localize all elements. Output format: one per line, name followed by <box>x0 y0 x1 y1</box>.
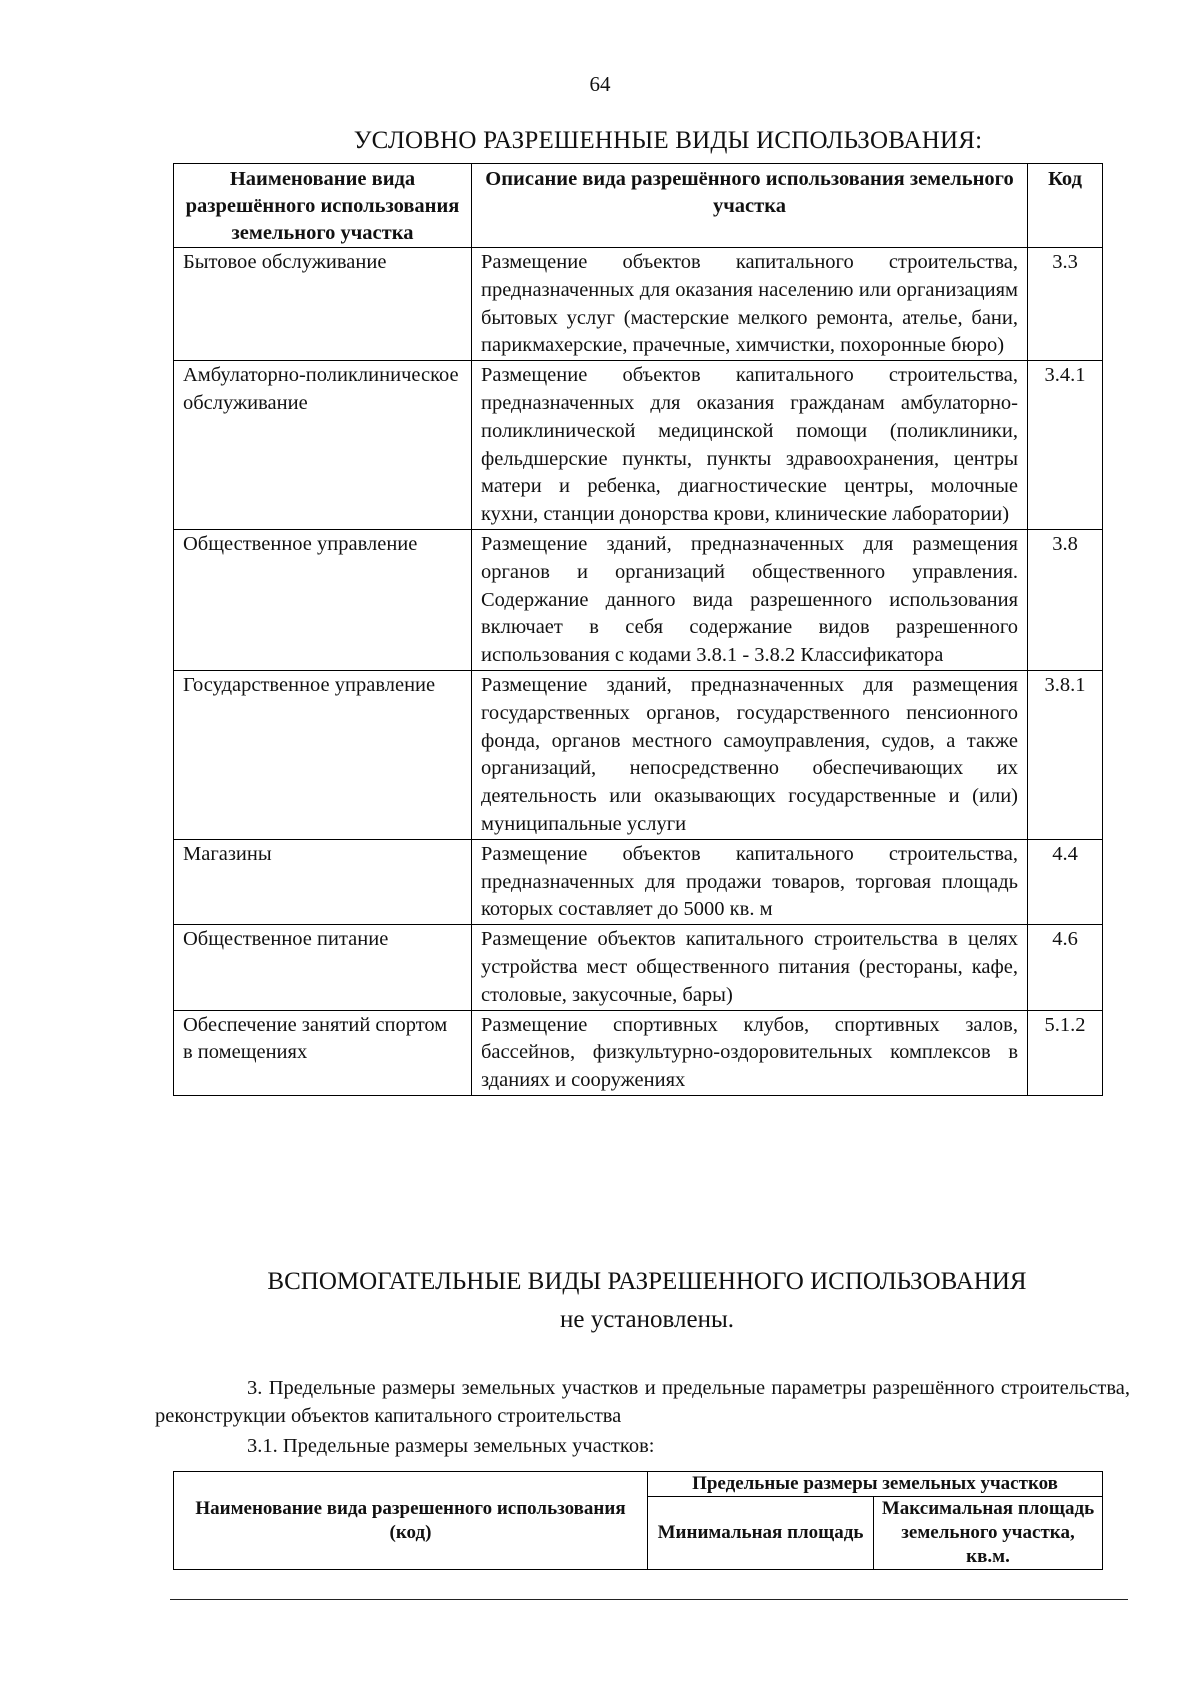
table-row <box>174 925 1103 1010</box>
sizes-header-name: Наименование вида разрешенного использования (код) <box>174 1472 648 1570</box>
header-description: Описание вида разрешённого использования земельного участка <box>472 164 1028 248</box>
table-row <box>174 670 1103 839</box>
conditional-uses-title: УСЛОВНО РАЗРЕШЕННЫЕ ВИДЫ ИСПОЛЬЗОВАНИЯ: <box>353 127 983 154</box>
bottom-divider <box>170 1599 1128 1600</box>
row-code: 4.6 <box>1028 925 1103 1010</box>
row-name: Общественное управление <box>174 529 472 670</box>
table-row <box>174 248 1103 361</box>
row-description: Размещение объектов капитального строительства в целях устройства мест общественного питания (рестораны, кафе, столовые, закусочные, бары) <box>472 925 1028 1010</box>
header-name: Наименование вида разрешённого использования земельного участка <box>174 164 472 248</box>
table-header-row <box>174 1472 1103 1497</box>
row-description: Размещение зданий, предназначенных для размещения государственных органов, государственного пенсионного фонда, органов местного самоуправления, судов, а также организаций, непосредственно обеспечивающих их деятельность или оказывающих государственные и (или) муниципальные услуги <box>472 670 1028 839</box>
row-description: Размещение зданий, предназначенных для размещения органов и организаций общественного управления. Содержание данного вида разрешенного использования включает в себя содержание видов разрешенного использования с кодами 3.8.1 - 3.8.2 Классификатора <box>472 529 1028 670</box>
row-code: 3.3 <box>1028 248 1103 361</box>
table-row <box>174 361 1103 530</box>
header-code: Код <box>1028 164 1103 248</box>
auxiliary-uses-status: не установлены. <box>560 1306 734 1333</box>
conditional-uses-table <box>173 163 1103 1096</box>
row-name: Обеспечение занятий спортом в помещениях <box>174 1010 472 1095</box>
page-number: 64 <box>589 72 611 96</box>
table-header-row <box>174 164 1103 248</box>
row-code: 3.8.1 <box>1028 670 1103 839</box>
row-name: Общественное питание <box>174 925 472 1010</box>
table-row <box>174 839 1103 924</box>
row-name: Магазины <box>174 839 472 924</box>
row-code: 3.8 <box>1028 529 1103 670</box>
auxiliary-uses-block <box>173 1263 1121 1339</box>
row-code: 4.4 <box>1028 839 1103 924</box>
row-description: Размещение спортивных клубов, спортивных залов, бассейнов, физкультурно-оздоровительных комплексов в зданиях и сооружениях <box>472 1010 1028 1095</box>
paragraph-plot-sizes: 3.1. Предельные размеры земельных участков: <box>247 1435 655 1457</box>
row-name: Амбулаторно-поликлиническое обслуживание <box>174 361 472 530</box>
auxiliary-uses-title: ВСПОМОГАТЕЛЬНЫЕ ВИДЫ РАЗРЕШЕННОГО ИСПОЛЬЗОВАНИЯ <box>267 1268 1027 1295</box>
sizes-header-max: Максимальная площадь земельного участка, кв.м. <box>874 1497 1103 1570</box>
sizes-header-min: Минимальная площадь <box>648 1497 874 1570</box>
row-description: Размещение объектов капитального строительства, предназначенных для оказания населению или организациям бытовых услуг (мастерские мелкого ремонта, ателье, бани, парикмахерские, прачечные, химчистки, похоронные бюро) <box>472 248 1028 361</box>
paragraph-limits-intro: 3. Предельные размеры земельных участков и предельные параметры разрешённого строительства, реконструкции объектов капитального строительства <box>155 1377 1130 1427</box>
row-code: 3.4.1 <box>1028 361 1103 530</box>
plot-sizes-table <box>173 1471 1103 1570</box>
row-name: Бытовое обслуживание <box>174 248 472 361</box>
table-row <box>174 1010 1103 1095</box>
row-description: Размещение объектов капитального строительства, предназначенных для оказания гражданам амбулаторно-поликлинической медицинской помощи (поликлиники, фельдшерские пункты, пункты здравоохранения, центры матери и ребенка, диагностические центры, молочные кухни, станции донорства крови, клинические лаборатории) <box>472 361 1028 530</box>
sizes-header-group: Предельные размеры земельных участков <box>648 1472 1103 1497</box>
row-name: Государственное управление <box>174 670 472 839</box>
table-row <box>174 529 1103 670</box>
row-description: Размещение объектов капитального строительства, предназначенных для продажи товаров, торговая площадь которых составляет до 5000 кв. м <box>472 839 1028 924</box>
row-code: 5.1.2 <box>1028 1010 1103 1095</box>
